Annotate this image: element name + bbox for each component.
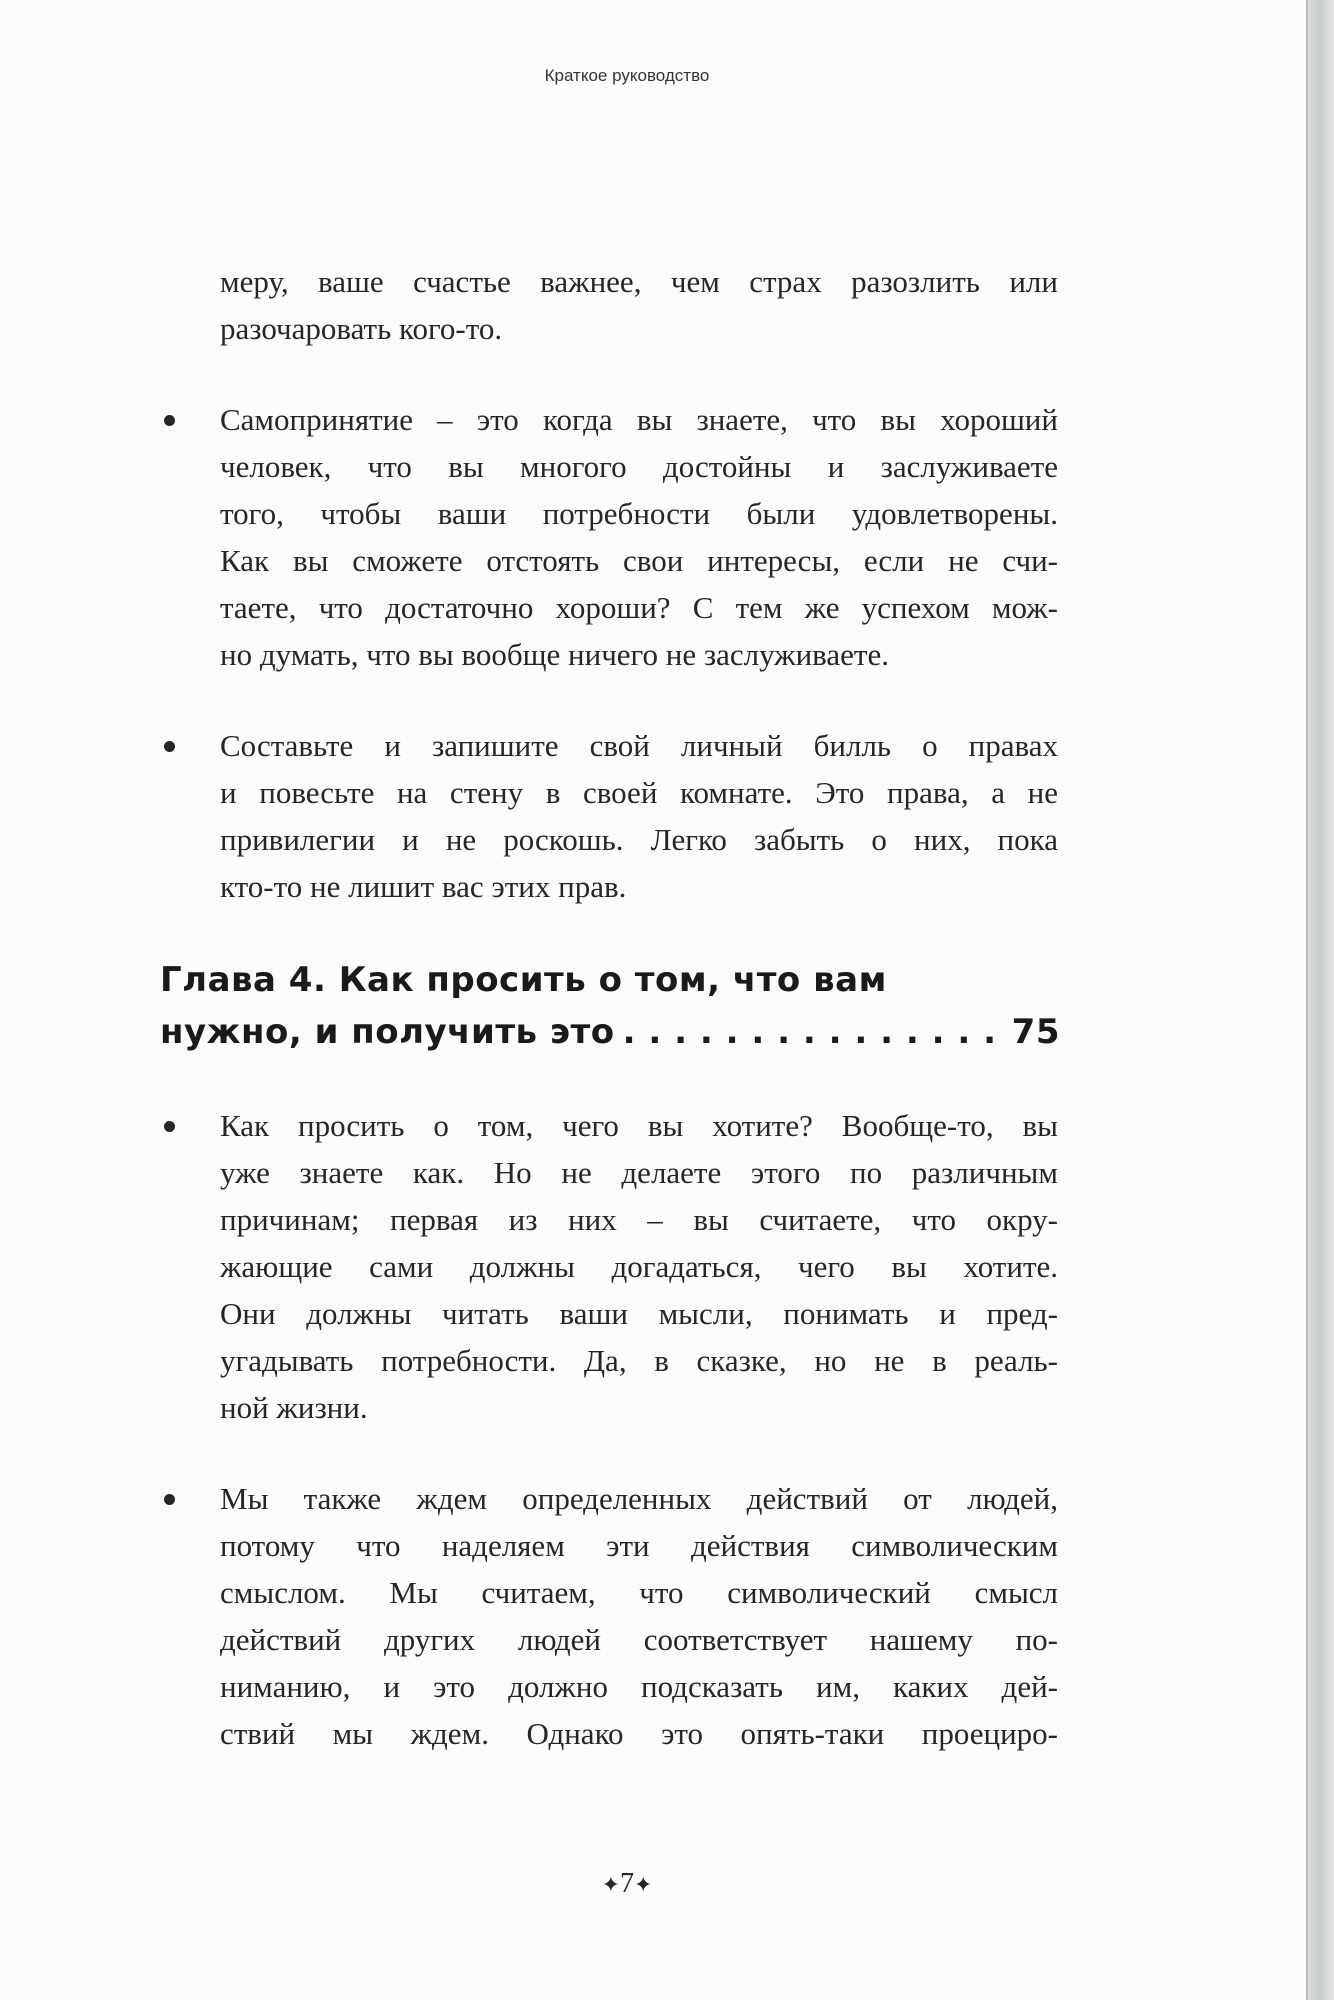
chapter-page-number: 75 <box>1011 1012 1060 1052</box>
text-line: разочаровать кого-то. <box>220 311 503 346</box>
text-line: привилегии и не роскошь. Легко забыть о них, пока <box>220 822 1058 857</box>
text-line: ствий мы ждем. Однако это опять-таки проециро- <box>220 1716 1058 1751</box>
bullet-icon <box>164 1121 175 1132</box>
running-title: Краткое руководство <box>544 66 710 85</box>
text-line: Самопринятие – это когда вы знаете, что вы хороший <box>220 402 1058 437</box>
text-line: ной жизни. <box>220 1390 368 1425</box>
text-line: Составьте и запишите свой личный билль о правах <box>220 728 1058 763</box>
continuation-paragraph <box>220 258 1058 352</box>
text-line: действий других людей соответствует нашему по- <box>220 1622 1058 1657</box>
page-number: 7 <box>620 1868 634 1899</box>
ornament-star-icon: ✦ <box>634 1873 653 1898</box>
dot-leader <box>623 1006 1004 1058</box>
bullet-icon <box>164 1494 175 1505</box>
page-edge <box>1308 0 1334 2000</box>
chapter-heading <box>160 954 1060 1058</box>
text-line: таете, что достаточно хороши? С тем же успехом мож- <box>220 590 1058 625</box>
text-line: Они должны читать ваши мысли, понимать и пред- <box>220 1296 1058 1331</box>
text-line: кто-то не лишит вас этих прав. <box>220 869 627 904</box>
text-line: Как просить о том, чего вы хотите? Вообще-то, вы <box>220 1108 1058 1143</box>
text-line: потому что наделяем эти действия символическим <box>220 1528 1058 1563</box>
text-line: уже знаете как. Но не делаете этого по различным <box>220 1155 1058 1190</box>
text-line: смыслом. Мы считаем, что символический смысл <box>220 1575 1058 1610</box>
chapter-title-text: нужно, и получить это <box>160 1012 615 1052</box>
page-content <box>160 258 1060 1757</box>
text-line: ниманию, и это должно подсказать им, каких дей- <box>220 1669 1058 1704</box>
text-line: Как вы сможете отстоять свои интересы, если не счи- <box>220 543 1058 578</box>
bullet-self-acceptance <box>220 396 1058 678</box>
bullet-bill-of-rights <box>220 722 1058 910</box>
text-line: и повесьте на стену в своей комнате. Это права, а не <box>220 775 1058 810</box>
bullet-icon <box>164 415 175 426</box>
page-footer <box>0 1868 1254 1900</box>
chapter-title-line-2 <box>160 1006 1060 1058</box>
bullet-symbolic-meaning <box>220 1475 1058 1757</box>
ornament-star-icon: ✦ <box>601 1873 620 1898</box>
chapter-title-line-1: Глава 4. Как просить о том, что вам <box>160 960 887 1000</box>
text-line: меру, ваше счастье важнее, чем страх разозлить или <box>220 264 1058 299</box>
text-line: жающие сами должны догадаться, чего вы хотите. <box>220 1249 1058 1284</box>
text-line: причинам; первая из них – вы считаете, что окру- <box>220 1202 1058 1237</box>
bullet-icon <box>164 741 175 752</box>
bullet-how-to-ask <box>220 1102 1058 1431</box>
text-line: того, чтобы ваши потребности были удовлетворены. <box>220 496 1058 531</box>
text-line: человек, что вы многого достойны и заслуживаете <box>220 449 1058 484</box>
text-line: Мы также ждем определенных действий от людей, <box>220 1481 1058 1516</box>
text-line: угадывать потребности. Да, в сказке, но не в реаль- <box>220 1343 1058 1378</box>
text-line: но думать, что вы вообще ничего не заслуживаете. <box>220 637 889 672</box>
